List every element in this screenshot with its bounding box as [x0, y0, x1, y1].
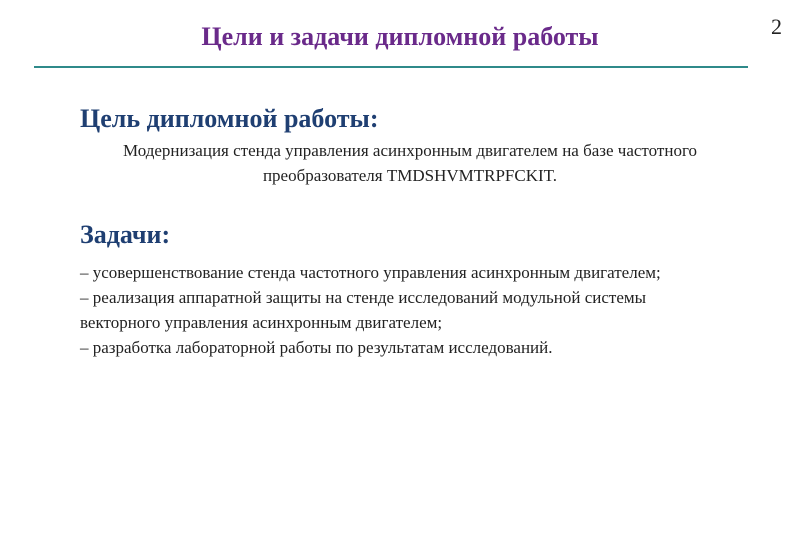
title-divider — [34, 66, 748, 68]
tasks-list — [80, 260, 730, 360]
tasks-heading: Задачи: — [80, 220, 171, 249]
slide-title: Цели и задачи дипломной работы — [201, 22, 599, 51]
page-number: 2 — [771, 14, 782, 39]
task-item: – разработка лабораторной работы по результатам исследований. — [80, 338, 553, 357]
goal-text: Модернизация стенда управления асинхронным двигателем на базе частотного преобразователя TMDSHVMTRPFCKIT. — [123, 141, 697, 185]
task-item: – усовершенствование стенда частотного управления асинхронным двигателем; — [80, 263, 661, 282]
task-item: – реализация аппаратной защиты на стенде исследований модульной системы векторного управления асинхронным двигателем; — [80, 288, 647, 332]
goal-heading: Цель дипломной работы: — [80, 104, 379, 133]
